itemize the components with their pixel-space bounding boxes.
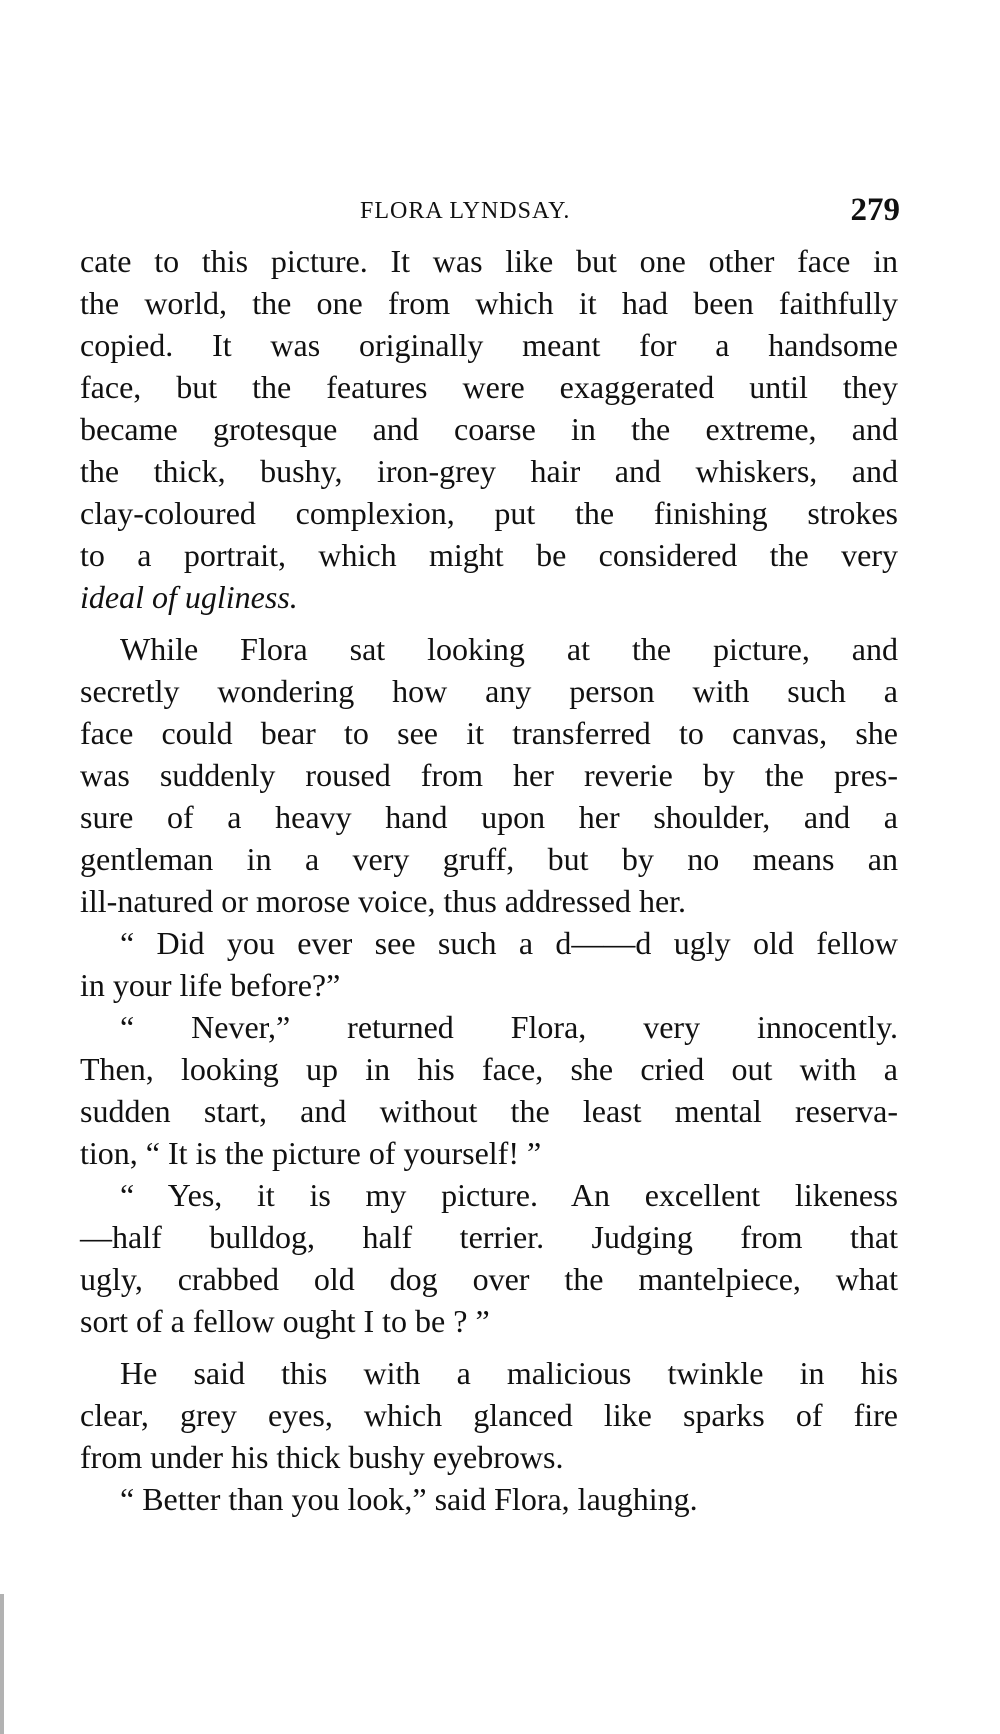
running-head [80, 192, 900, 238]
text-line: ugly, crabbed old dog over the mantelpiece, what [80, 1261, 898, 1297]
text-line: became grotesque and coarse in the extreme, and [80, 411, 898, 447]
text-line: face could bear to see it transferred to canvas, she [80, 715, 898, 751]
text-line: ill-natured or morose voice, thus addressed her. [80, 883, 687, 919]
page-number: 279 [850, 192, 900, 228]
scan-edge-mark [0, 1594, 4, 1734]
paragraph [80, 240, 898, 618]
text-line: clay-coloured complexion, put the finishing strokes [80, 495, 898, 531]
text-line: gentleman in a very gruff, but by no means an [80, 841, 898, 877]
text-line: “ Yes, it is my picture. An excellent likeness [120, 1177, 898, 1213]
paragraph [80, 628, 898, 922]
text-line: tion, “ It is the picture of yourself! ” [80, 1135, 542, 1171]
text-line: from under his thick bushy eyebrows. [80, 1439, 564, 1475]
text-line: “ Never,” returned Flora, very innocently. [120, 1009, 898, 1045]
text-line: “ Better than you look,” said Flora, laughing. [120, 1481, 698, 1517]
paragraph [80, 1006, 898, 1174]
text-line: Then, looking up in his face, she cried out with a [80, 1051, 898, 1087]
text-line: sure of a heavy hand upon her shoulder, and a [80, 799, 898, 835]
paragraph-gap [80, 618, 898, 628]
text-line: the world, the one from which it had been faithfully [80, 285, 898, 321]
paragraph [80, 922, 898, 1006]
text-line: “ Did you ever see such a d——d ugly old fellow [120, 925, 898, 961]
text-line: He said this with a malicious twinkle in his [120, 1355, 898, 1391]
italic-text-line: ideal of ugliness. [80, 579, 298, 615]
paragraph-gap [80, 1342, 898, 1352]
text-line: cate to this picture. It was like but one other face in [80, 243, 898, 279]
text-line: —half bulldog, half terrier. Judging from that [80, 1219, 898, 1255]
text-line: sort of a fellow ought I to be ? ” [80, 1303, 490, 1339]
text-line: the thick, bushy, iron-grey hair and whiskers, and [80, 453, 898, 489]
paragraph [80, 1352, 898, 1478]
text-line: clear, grey eyes, which glanced like sparks of fire [80, 1397, 898, 1433]
text-line: sudden start, and without the least mental reserva- [80, 1093, 898, 1129]
text-line: copied. It was originally meant for a handsome [80, 327, 898, 363]
running-title: FLORA LYNDSAY. [360, 198, 571, 224]
text-line: While Flora sat looking at the picture, and [120, 631, 898, 667]
text-line: to a portrait, which might be considered the very [80, 537, 898, 573]
paragraph [80, 1478, 898, 1520]
body-text [80, 240, 898, 1520]
text-line: in your life before?” [80, 967, 341, 1003]
text-line: face, but the features were exaggerated until they [80, 369, 898, 405]
text-line: secretly wondering how any person with such a [80, 673, 898, 709]
text-line: was suddenly roused from her reverie by the pres- [80, 757, 898, 793]
paragraph [80, 1174, 898, 1342]
